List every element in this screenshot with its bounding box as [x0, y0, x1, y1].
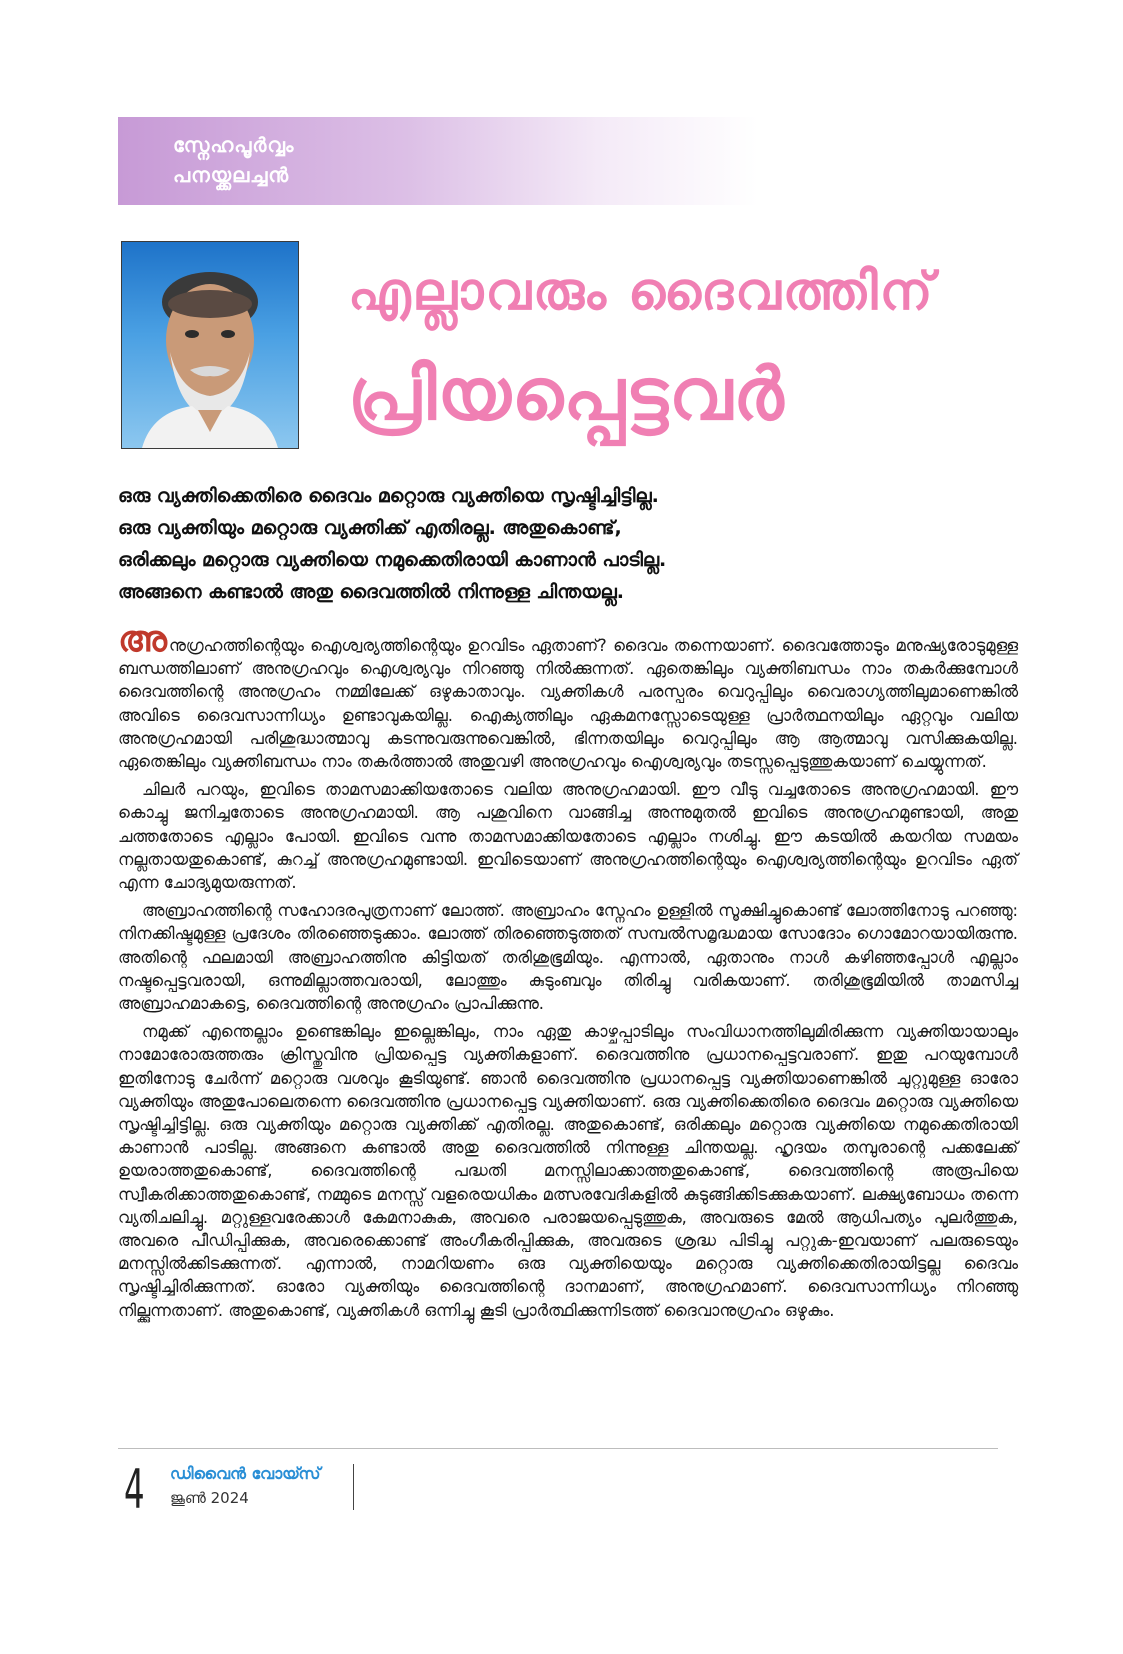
issue-date: ജൂൺ 2024: [170, 1489, 249, 1507]
column-header-band: [118, 117, 758, 205]
paragraph: ചിലർ പറയും, ഇവിടെ താമസമാക്കിയതോടെ വലിയ അനുഗ്രഹമായി. ഈ വീടു വച്ചതോടെ അനുഗ്രഹമായി. ഈ കൊച്ചു ജനിച്ചതോടെ അനുഗ്രഹമായി. ആ പശുവിനെ വാങ്ങിച്ച അന്നുമുതൽ ഇവിടെ അനുഗ്രഹമുണ്ടായി, അതു ചത്തതോടെ എല്ലാം പോയി. ഇവിടെ വന്നു താമസമാക്കിയതോടെ എല്ലാം നശിച്ചു. ഈ കടയിൽ കയറിയ സമയം നല്ലതായതുകൊണ്ട്, കുറച്ച് അനുഗ്രഹമുണ്ടായി. ഇവിടെയാണ് അനുഗ്രഹത്തിന്റെയും ഐശ്വര്യത്തിന്റെയും ഉറവിടം ഏത് എന്ന ചോദ്യമുയരുന്നത്.: [118, 780, 1018, 893]
footer-divider: [118, 1448, 998, 1449]
magazine-name: ഡിവൈൻ വോയ്സ്: [170, 1464, 321, 1483]
article-body: [118, 619, 1018, 1327]
pull-quote-line: അങ്ങനെ കണ്ടാൽ അതു ദൈവത്തിൽ നിന്നുള്ള ചിന്തയല്ല.: [118, 581, 625, 603]
pull-quote-line: ഒരിക്കലും മറ്റൊരു വ്യക്തിയെ നമുക്കെതിരായി കാണാൻ പാടില്ല.: [118, 549, 667, 571]
author-photo: [121, 241, 299, 449]
page-number: 4: [124, 1458, 145, 1521]
pull-quote-line: ഒരു വ്യക്തിക്കെതിരെ ദൈവം മറ്റൊരു വ്യക്തിയെ സൃഷ്ടിച്ചിട്ടില്ല.: [118, 485, 659, 507]
author-name: പനയ്ക്കലച്ചൻ: [173, 163, 290, 187]
pull-quote: [118, 480, 978, 608]
paragraph: [118, 619, 1018, 773]
paragraph-text: നുഗ്രഹത്തിന്റെയും ഐശ്വര്യത്തിന്റെയും ഉറവിടം ഏതാണ്? ദൈവം തന്നെയാണ്. ദൈവത്തോടും മനുഷ്യരോടുമുള്ള ബന്ധത്തിലാണ് അനുഗ്രഹവും ഐശ്വര്യവും നിറഞ്ഞു നിൽക്കുന്നത്. ഏതെങ്കിലും വ്യക്തിബന്ധം നാം തകർക്കുമ്പോൾ ദൈവത്തിന്റെ അനുഗ്രഹം നമ്മിലേക്ക് ഒഴുകാതാവും. വ്യക്തികൾ പരസ്പരം വെറുപ്പിലും വൈരാഗ്യത്തിലുമാണെങ്കിൽ അവിടെ ദൈവസാന്നിധ്യം ഉണ്ടാവുകയില്ല. ഐക്യത്തിലും ഏകമനസ്സോടെയുള്ള പ്രാർത്ഥനയിലും ഏറ്റവും വലിയ അനുഗ്രഹമായി പരിശുദ്ധാത്മാവു കടന്നുവരുന്നുവെങ്കിൽ, ഭിന്നതയിലും വെറുപ്പിലും ആ ആത്മാവു വസിക്കുകയില്ല. ഏതെങ്കിലും വ്യക്തിബന്ധം നാം തകർത്താൽ അതുവഴി അനുഗ്രഹവും ഐശ്വര്യവും തടസ്സപ്പെടുത്തുകയാണ് ചെയ്യുന്നത്.: [118, 636, 1018, 772]
drop-cap: അ: [118, 619, 167, 660]
article-title-line-1: എല്ലാവരും ദൈവത്തിന്: [348, 262, 935, 322]
paragraph: നമുക്ക് എന്തെല്ലാം ഉണ്ടെങ്കിലും ഇല്ലെങ്കിലും, നാം ഏതു കാഴ്ചപ്പാടിലും സംവിധാനത്തിലുമിരിക്കുന്ന വ്യക്തിയായാലും നാമോരോരുത്തരും ക്രിസ്തുവിനു പ്രിയപ്പെട്ട വ്യക്തികളാണ്. ദൈവത്തിനു പ്രധാനപ്പെട്ടവരാണ്. ഇതു പറയുമ്പോൾ ഇതിനോടു ചേർന്ന് മറ്റൊരു വശവും കൂടിയുണ്ട്. ഞാൻ ദൈവത്തിനു പ്രധാനപ്പെട്ട വ്യക്തിയാണെങ്കിൽ ചുറ്റുമുള്ള ഓരോ വ്യക്തിയും അതുപോലെതന്നെ ദൈവത്തിനു പ്രധാനപ്പെട്ട വ്യക്തിയാണ്. ഒരു വ്യക്തിക്കെതിരെ ദൈവം മറ്റൊരു വ്യക്തിയെ സൃഷ്ടിച്ചിട്ടില്ല. ഒരു വ്യക്തിയും മറ്റൊരു വ്യക്തിക്ക് എതിരല്ല. അതുകൊണ്ട്, ഒരിക്കലും മറ്റൊരു വ്യക്തിയെ നമുക്കെതിരായി കാണാൻ പാടില്ല. അങ്ങനെ കണ്ടാൽ അതു ദൈവത്തിൽ നിന്നുള്ള ചിന്തയല്ല. ഹൃദയം തമ്പുരാന്റെ പക്കലേക്ക് ഉയരാത്തതുകൊണ്ട്, ദൈവത്തിന്റെ പദ്ധതി മനസ്സിലാക്കാത്തതുകൊണ്ട്, ദൈവത്തിന്റെ അരൂപിയെ സ്വീകരിക്കാത്തതുകൊണ്ട്, നമ്മുടെ മനസ്സ് വളരെയധികം മത്സരവേദികളിൽ കുടുങ്ങിക്കിടക്കുകയാണ്. ലക്ഷ്യബോധം തന്നെ വ്യതിചലിച്ചു. മറ്റുള്ളവരേക്കാൾ കേമനാകുക, അവരെ പരാജയപ്പെടുത്തുക, അവരുടെ മേൽ ആധിപത്യം പുലർത്തുക, അവരെ പീഡിപ്പിക്കുക, അവരെക്കൊണ്ട് അംഗീകരിപ്പിക്കുക, അവരുടെ ശ്രദ്ധ പിടിച്ചു പറ്റുക-ഇവയാണ് പലരുടെയും മനസ്സിൽക്കിടക്കുന്നത്. എന്നാൽ, നാമറിയണം ഒരു വ്യക്തിയെയും മറ്റൊരു വ്യക്തിക്കെതിരായിട്ടല്ല ദൈവം സൃഷ്ടിച്ചിരിക്കുന്നത്. ഓരോ വ്യക്തിയും ദൈവത്തിന്റെ ദാനമാണ്, അനുഗ്രഹമാണ്. ദൈവസാന്നിധ്യം നിറഞ്ഞു നില്ക്കുന്നതാണ്. അതുകൊണ്ട്, വ്യക്തികൾ ഒന്നിച്ചു കൂടി പ്രാർത്ഥിക്കുന്നിടത്ത് ദൈവാനുഗ്രഹം ഒഴുകും.: [118, 1022, 1018, 1320]
paragraph: അബ്രാഹത്തിന്റെ സഹോദരപുത്രനാണ് ലോത്ത്. അബ്രാഹം സ്നേഹം ഉള്ളിൽ സൂക്ഷിച്ചുകൊണ്ട് ലോത്തിനോടു പറഞ്ഞു: നിനക്കിഷ്ടമുള്ള പ്രദേശം തിരഞ്ഞെടുക്കാം. ലോത്ത് തിരഞ്ഞെടുത്തത് സമ്പൽസമൃദ്ധമായ സോദോം ഗൊമോറയായിരുന്നു. അതിന്റെ ഫലമായി അബ്രാഹത്തിനു കിട്ടിയത് തരിശുഭൂമിയും. എന്നാൽ, ഏതാനും നാൾ കഴിഞ്ഞപ്പോൾ എല്ലാം നഷ്ടപ്പെട്ടവരായി, ഒന്നുമില്ലാത്തവരായി, ലോത്തും കുടുംബവും തിരിച്ചു വരികയാണ്. തരിശുഭൂമിയിൽ താമസിച്ച അബ്രാഹമാകട്ടെ, ദൈവത്തിന്റെ അനുഗ്രഹം പ്രാപിക്കുന്നു.: [118, 901, 1018, 1014]
column-name: സ്നേഹപൂർവ്വം: [173, 133, 295, 157]
article-title-line-2: പ്രിയപ്പെട്ടവർ: [348, 352, 785, 436]
footer-vertical-rule: [353, 1464, 354, 1510]
pull-quote-line: ഒരു വ്യക്തിയും മറ്റൊരു വ്യക്തിക്ക് എതിരല്ല. അതുകൊണ്ട്,: [118, 517, 622, 539]
author-portrait-image: [122, 242, 298, 448]
